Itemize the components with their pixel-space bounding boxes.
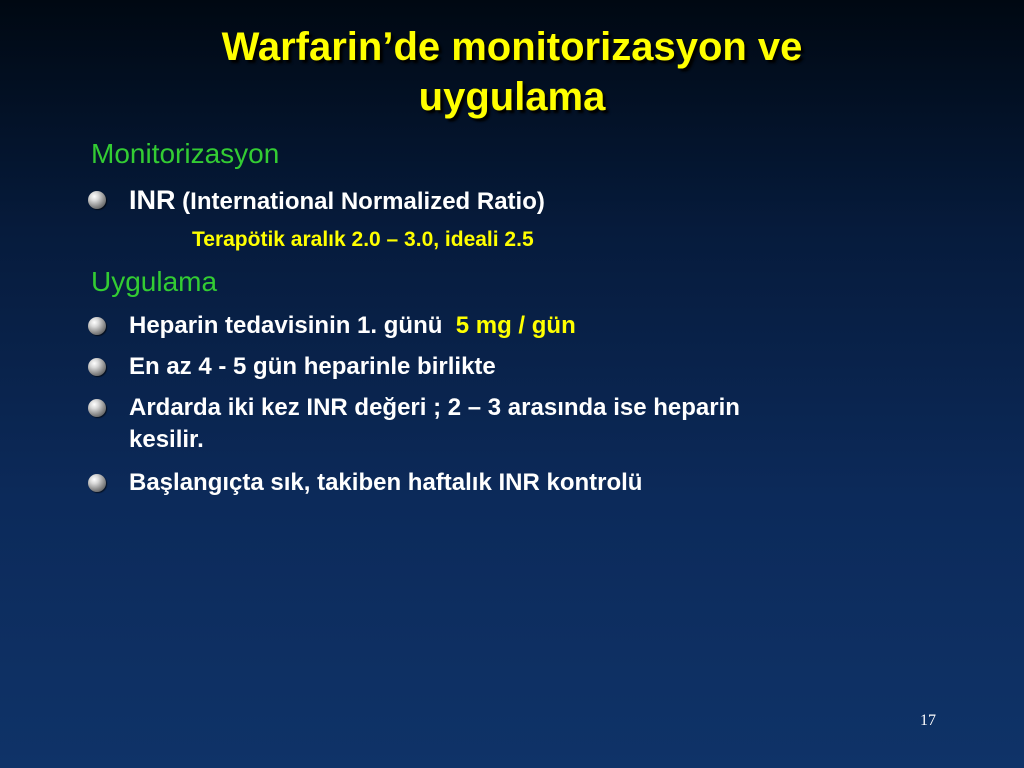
bullet-item-heparin <box>88 310 968 342</box>
bullet-icon <box>88 317 106 335</box>
bullet-text: Başlangıçta sık, takiben haftalık INR kontrolü <box>129 469 643 496</box>
bullet-icon <box>88 474 106 492</box>
therapeutic-range-text: Terapötik aralık 2.0 – 3.0, ideali 2.5 <box>192 228 534 251</box>
bullet-item-control <box>88 467 968 499</box>
title-line-2: uygulama <box>418 75 606 119</box>
bullet-icon <box>88 191 106 209</box>
bullet-text: En az 4 - 5 gün heparinle birlikte <box>129 353 496 380</box>
bullet-item-inr-stop <box>88 392 968 456</box>
title-line-1: Warfarin’de monitorizasyon ve <box>221 25 803 69</box>
bullet-inr <box>88 184 968 218</box>
bullet-item-duration <box>88 351 968 383</box>
bullet-icon <box>88 399 106 417</box>
slide-title <box>0 22 1024 122</box>
bullet-text-line-1: Ardarda iki kez INR değeri ; 2 – 3 arasında ise heparin <box>129 394 740 421</box>
bullet-text: Heparin tedavisinin 1. günü <box>129 312 443 339</box>
bullet-text-line-2: kesilir. <box>129 426 204 453</box>
dose-highlight: 5 mg / gün <box>455 312 576 339</box>
inr-label: INR <box>129 185 176 215</box>
section-heading-uygulama: Uygulama <box>91 266 218 297</box>
page-number: 17 <box>920 712 936 729</box>
inr-expansion: (International Normalized Ratio) <box>182 188 545 215</box>
section-heading-monitorizasyon: Monitorizasyon <box>91 138 280 169</box>
bullet-icon <box>88 358 106 376</box>
